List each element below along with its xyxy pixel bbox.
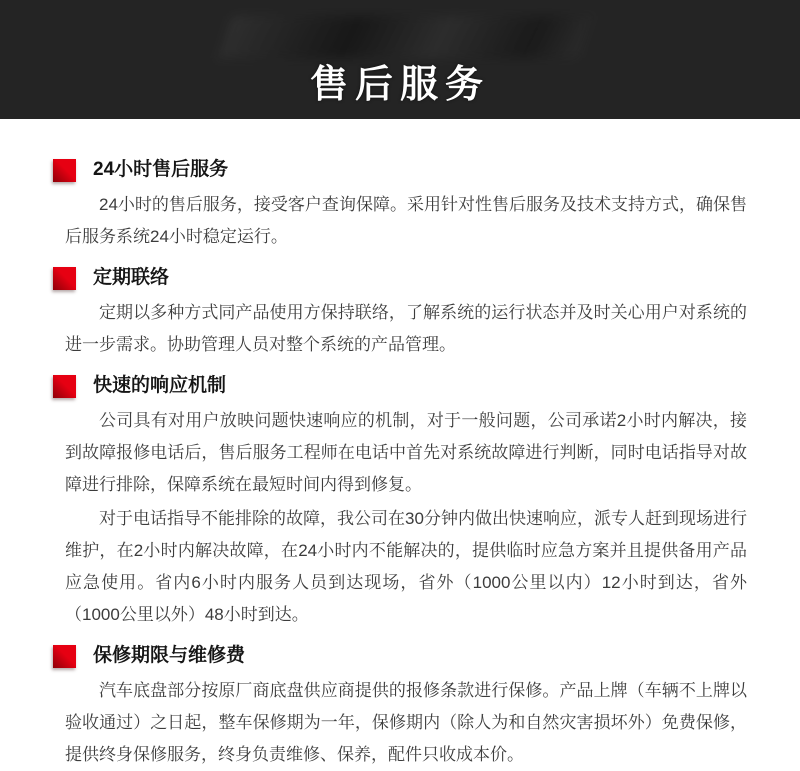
section-24h-service <box>0 158 800 253</box>
red-square-bullet-icon <box>53 375 76 398</box>
section-heading: 快速的响应机制 <box>93 375 227 396</box>
section-body <box>0 189 800 253</box>
section-heading: 保修期限与维修费 <box>93 645 246 666</box>
page-header <box>0 0 800 119</box>
section-heading: 24小时售后服务 <box>93 159 229 180</box>
section-heading-row <box>53 266 800 290</box>
section-rapid-response <box>0 374 800 631</box>
section-heading-row <box>53 644 800 668</box>
section-regular-contact <box>0 266 800 361</box>
section-paragraph: 汽车底盘部分按原厂商底盘供应商提供的报修条款进行保修。产品上牌（车辆不上牌以验收通过）之日起，整车保修期为一年，保修期内（除人为和自然灾害损坏外）免费保修，提供终身保修服务，终身负责维修、保养，配件只收成本价。 <box>65 681 747 764</box>
section-heading: 定期联络 <box>93 267 170 288</box>
section-body <box>0 675 800 771</box>
section-body <box>0 405 800 631</box>
section-heading-row <box>53 374 800 398</box>
section-paragraph: 24小时的售后服务，接受客户查询保障。采用针对性售后服务及技术支持方式，确保售后服务系统24小时稳定运行。 <box>65 195 747 246</box>
section-paragraph: 公司具有对用户放映问题快速响应的机制，对于一般问题，公司承诺2小时内解决，接到故障报修电话后，售后服务工程师在电话中首先对系统故障进行判断，同时电话指导对故障进行排除，保障系统在最短时间内得到修复。 <box>65 411 747 494</box>
section-paragraph: 对于电话指导不能排除的故障，我公司在30分钟内做出快速响应，派专人赶到现场进行维护，在2小时内解决故障，在24小时内不能解决的，提供临时应急方案并且提供备用产品应急使用。省内6小时内服务人员到达现场，省外（1000公里以内）12小时到达，省外（1000公里以外）48小时到达。 <box>65 509 747 624</box>
red-square-bullet-icon <box>53 267 76 290</box>
section-body <box>0 297 800 361</box>
red-square-bullet-icon <box>53 159 76 182</box>
page-title: 售后服务 <box>309 64 490 106</box>
content-area <box>0 119 800 771</box>
section-heading-row <box>53 158 800 182</box>
red-square-bullet-icon <box>53 645 76 668</box>
section-paragraph: 定期以多种方式同产品使用方保持联络，了解系统的运行状态并及时关心用户对系统的进一步需求。协助管理人员对整个系统的产品管理。 <box>65 303 747 354</box>
section-warranty <box>0 644 800 771</box>
